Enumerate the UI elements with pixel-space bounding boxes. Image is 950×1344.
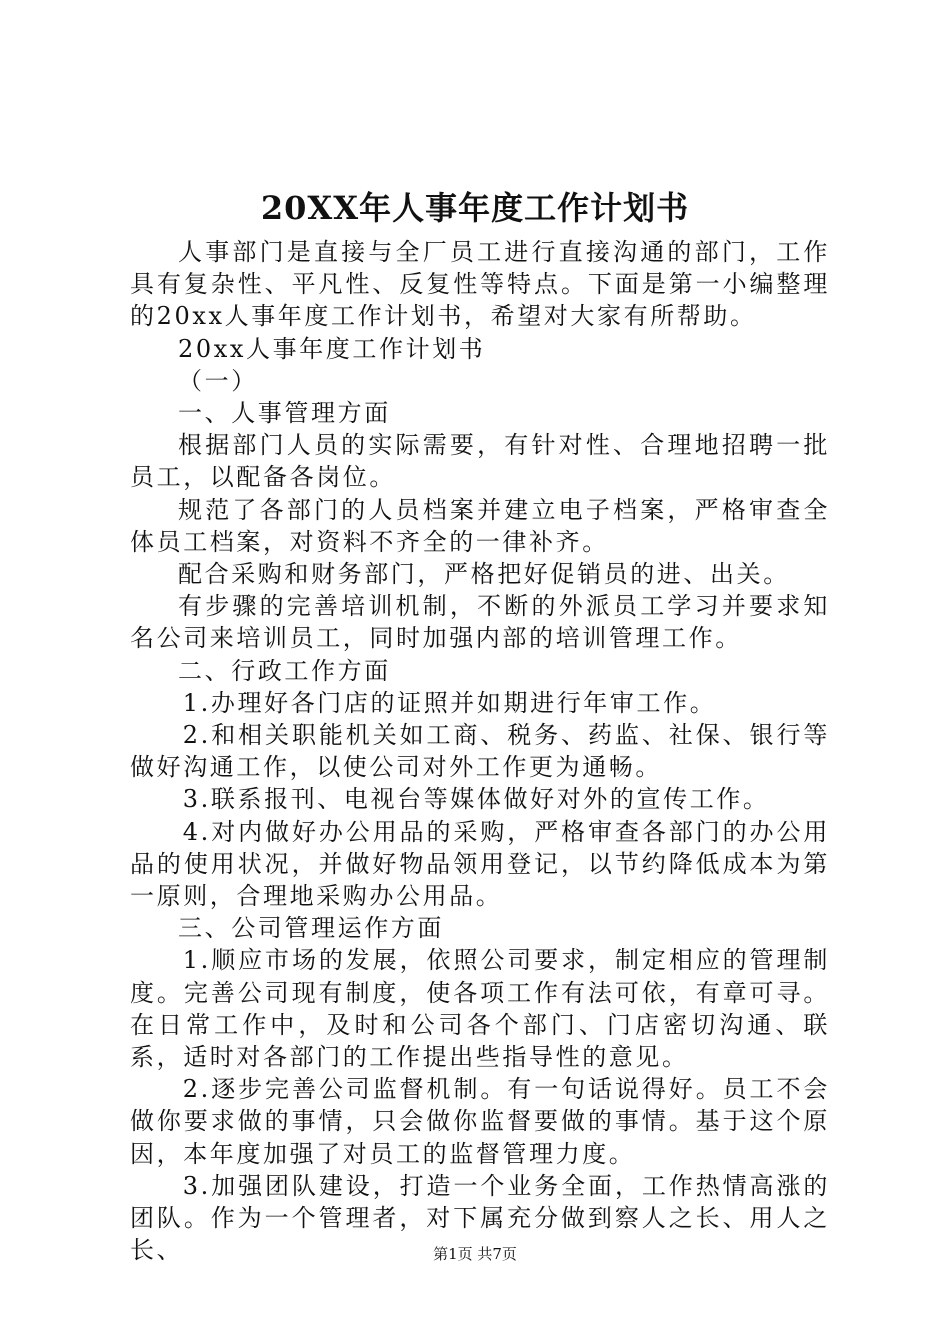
- list-item-regulations: 1.顺应市场的发展，依照公司要求，制定相应的管理制度。完善公司现有制度，使各项工作有法可依，有章可寻。在日常工作中，及时和公司各个部门、门店密切沟通、联系，适时对各部门的工作提出些指导性的意见。: [130, 946, 830, 1072]
- document-body: [130, 236, 830, 1267]
- section-heading-administration: 二、行政工作方面: [178, 656, 391, 685]
- section-marker: （一）: [178, 366, 258, 395]
- section-heading-personnel: 一、人事管理方面: [178, 399, 391, 428]
- paragraph-training: 有步骤的完善培训机制，不断的外派员工学习并要求知名公司来培训员工，同时加强内部的培训管理工作。: [130, 592, 830, 653]
- paragraph-recruitment: 根据部门人员的实际需要，有针对性、合理地招聘一批员工，以配备各岗位。: [130, 431, 830, 492]
- paragraph-archives: 规范了各部门的人员档案并建立电子档案，严格审查全体员工档案，对资料不齐全的一律补齐。: [130, 495, 830, 556]
- paragraph-promoters: 配合采购和财务部门，严格把好促销员的进、出关。: [178, 560, 790, 589]
- list-item-licenses: 1.办理好各门店的证照并如期进行年审工作。: [182, 688, 717, 717]
- list-item-team-building: 3.加强团队建设，打造一个业务全面，工作热情高涨的团队。作为一个管理者，对下属充分做到察人之长、用人之长、: [130, 1171, 830, 1265]
- subtitle-paragraph: 20xx人事年度工作计划书: [178, 334, 486, 363]
- list-item-agencies: 2.和相关职能机关如工商、税务、药监、社保、银行等做好沟通工作，以使公司对外工作更为通畅。: [130, 721, 830, 782]
- list-item-media: 3.联系报刊、电视台等媒体做好对外的宣传工作。: [182, 785, 770, 814]
- page-footer: 第1页 共7页: [433, 1245, 517, 1263]
- document-title: 20XX年人事年度工作计划书: [260, 189, 690, 227]
- section-heading-management: 三、公司管理运作方面: [178, 914, 444, 943]
- list-item-office-supplies: 4.对内做好办公用品的采购，严格审查各部门的办公用品的使用状况，并做好物品领用登记，以节约降低成本为第一原则，合理地采购办公用品。: [130, 817, 830, 911]
- list-item-supervision: 2.逐步完善公司监督机制。有一句话说得好。员工不会做你要求做的事情，只会做你监督要做的事情。基于这个原因，本年度加强了对员工的监督管理力度。: [130, 1075, 830, 1168]
- intro-paragraph: 人事部门是直接与全厂员工进行直接沟通的部门，工作具有复杂性、平凡性、反复性等特点。下面是第一小编整理的20xx人事年度工作计划书，希望对大家有所帮助。: [130, 238, 830, 331]
